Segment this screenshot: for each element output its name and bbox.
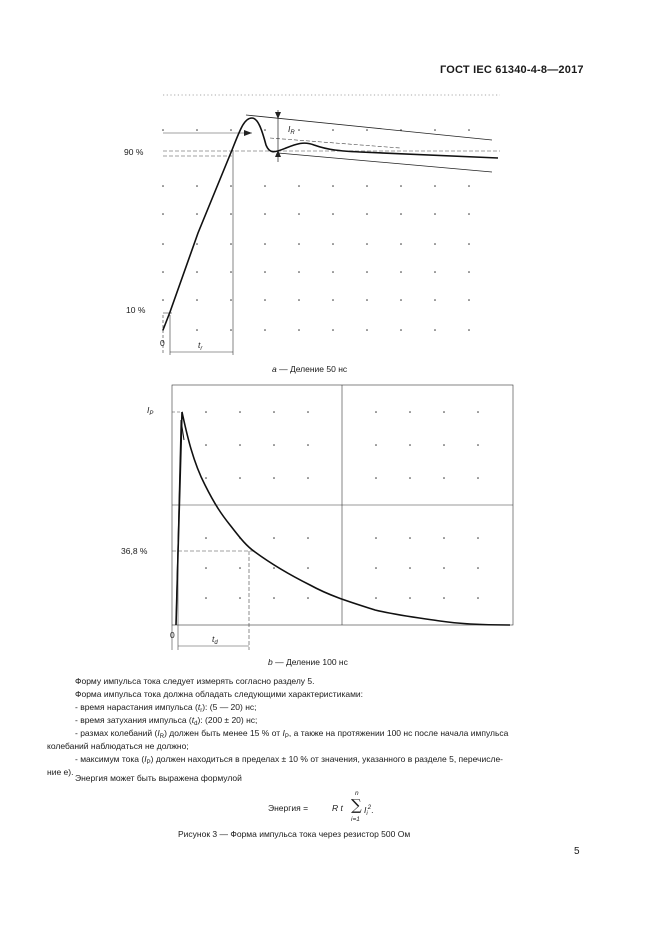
text-p6: - максимум тока $(I_P)$ должен находиться в пределах ± 10 % от значения, указанного в разделе 5, перечисле-: [75, 754, 503, 766]
grid-dot: [375, 444, 377, 446]
fig-a-label-10: 10 %: [126, 305, 146, 315]
grid-dot: [409, 444, 411, 446]
grid-dot: [375, 597, 377, 599]
text-p5: - размах колебаний $(I_R)$ должен быть менее 15 % от $I_P$, а также на протяжении 100 нс после начала импульса: [75, 728, 509, 740]
fig-b-caption: b — Деление 100 нс: [268, 657, 348, 667]
grid-dot: [477, 597, 479, 599]
fig-b-pulse-curve-inner: [176, 420, 184, 625]
grid-dot: [273, 444, 275, 446]
text-p1: Форму импульса тока следует измерять согласно разделу 5.: [75, 676, 315, 686]
fig-a-label-zero: 0: [160, 338, 165, 348]
grid-dot: [307, 477, 309, 479]
fig-b-label-zero: 0: [170, 630, 175, 640]
grid-dot: [205, 597, 207, 599]
grid-dot: [239, 411, 241, 413]
grid-dot: [205, 477, 207, 479]
grid-dot: [409, 567, 411, 569]
fig-a-label-ir: $I_R$: [288, 124, 295, 136]
grid-dot: [307, 567, 309, 569]
grid-dot: [375, 567, 377, 569]
grid-dot: [409, 537, 411, 539]
grid-dot: [477, 567, 479, 569]
grid-dot: [443, 537, 445, 539]
fig-b-label-ip: $I_P$: [147, 405, 154, 417]
grid-dot: [477, 411, 479, 413]
fig-a-caption: a — Деление 50 нс: [272, 364, 348, 374]
grid-dot: [409, 411, 411, 413]
figure-caption: Рисунок 3 — Форма импульса тока через резистор 500 Ом: [178, 829, 411, 839]
grid-dot: [239, 567, 241, 569]
text-p4: - время затухания импульса $(t_d)$: (200 ± 20) нс;: [75, 715, 258, 727]
grid-dot: [307, 444, 309, 446]
fig-a-label-tr: $t_r$: [198, 340, 203, 352]
grid-dot: [273, 411, 275, 413]
grid-dot: [409, 477, 411, 479]
page-number: 5: [574, 846, 580, 857]
energy-formula: [268, 790, 398, 828]
grid-dot: [375, 537, 377, 539]
text-p6-cont: ние e).: [47, 767, 74, 777]
fig-a-label-90: 90 %: [124, 147, 144, 157]
grid-dot: [375, 477, 377, 479]
grid-dot: [443, 411, 445, 413]
fig-b-label-368: 36,8 %: [121, 546, 148, 556]
grid-dot: [443, 477, 445, 479]
grid-dot: [443, 444, 445, 446]
grid-dot: [477, 444, 479, 446]
grid-dot: [443, 597, 445, 599]
grid-dot: [205, 567, 207, 569]
text-p2: Форма импульса тока должна обладать следующими характеристиками:: [75, 689, 364, 699]
grid-dot: [307, 597, 309, 599]
text-p5-cont: колебаний наблюдаться не должно;: [47, 741, 189, 751]
grid-dot: [273, 567, 275, 569]
text-p7: Энергия может быть выражена формулой: [75, 773, 242, 783]
grid-dot: [273, 537, 275, 539]
formula-term: $I_i^2$.: [364, 804, 374, 817]
grid-dot: [205, 444, 207, 446]
grid-dot: [205, 537, 207, 539]
fig-b-pulse-curve: [176, 412, 510, 625]
grid-dot: [477, 537, 479, 539]
grid-dot: [307, 537, 309, 539]
grid-dot: [273, 477, 275, 479]
grid-dot: [307, 411, 309, 413]
grid-dot: [239, 444, 241, 446]
formula-lhs: Энергия =: [268, 803, 309, 813]
grid-dot: [273, 597, 275, 599]
grid-dot: [375, 411, 377, 413]
grid-dot: [443, 567, 445, 569]
fig-b-label-td: $t_d$: [212, 634, 218, 646]
grid-dot: [205, 411, 207, 413]
formula-sigma: ∑: [351, 796, 362, 814]
grid-dot: [239, 597, 241, 599]
formula-lower: i=1: [351, 816, 360, 823]
formula-rt: R t: [332, 803, 343, 813]
grid-dot: [409, 597, 411, 599]
grid-dot: [477, 477, 479, 479]
formula-upper: n: [355, 790, 359, 797]
document-header: ГОСТ IEC 61340-4-8—2017: [440, 64, 584, 76]
text-p3: - время нарастания импульса $(t_r)$: (5 — 20) нс;: [75, 702, 257, 714]
grid-dot: [239, 477, 241, 479]
